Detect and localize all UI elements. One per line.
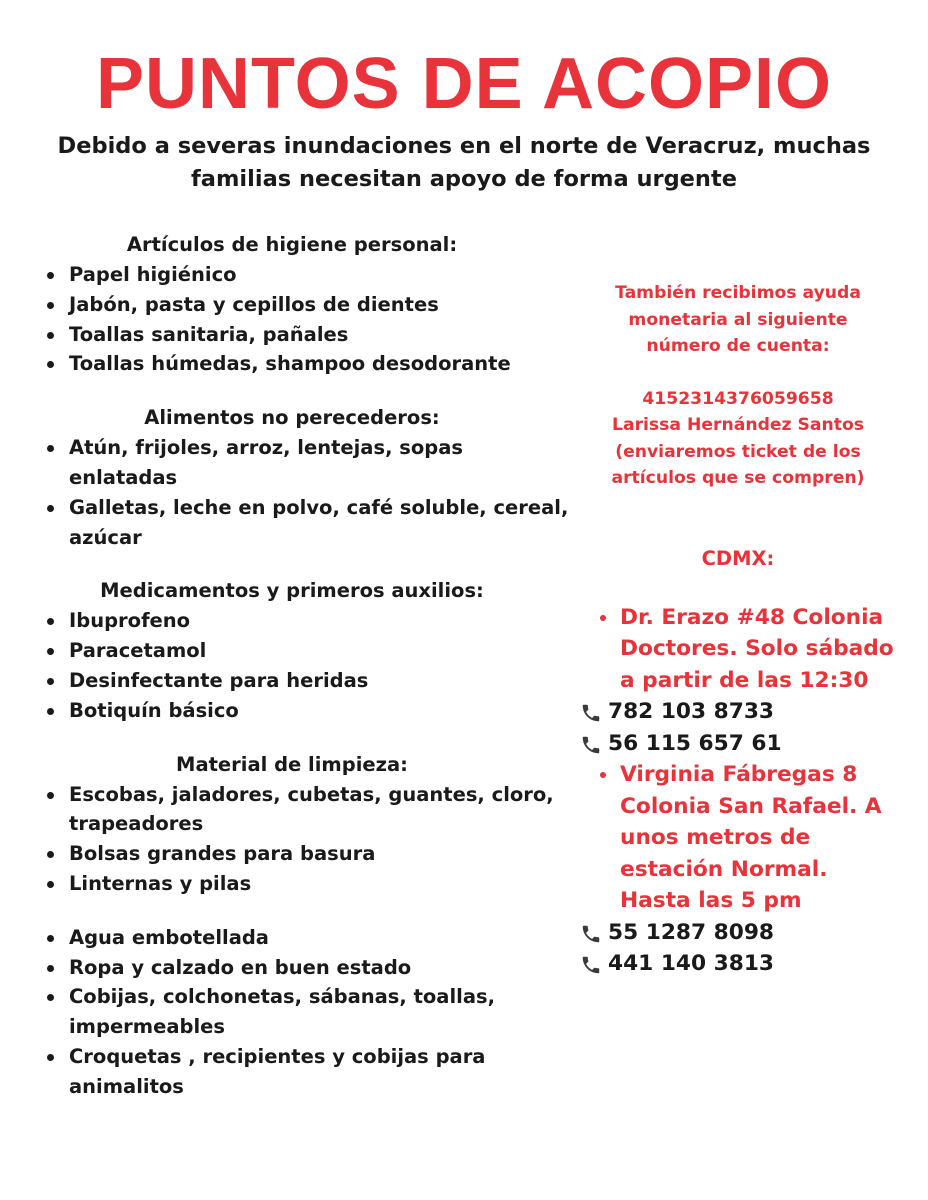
- location-2-line-2: Colonia San Rafael. A: [620, 793, 882, 819]
- section-hygiene: [42, 230, 582, 379]
- phone-icon: [580, 702, 602, 724]
- location-2-line-1: Virginia Fábregas 8: [620, 762, 858, 787]
- item-list: [42, 780, 582, 899]
- item-list: [42, 260, 582, 379]
- location-1-line-1: Dr. Erazo #48 Colonia: [620, 604, 884, 630]
- contact-column: [578, 280, 898, 980]
- section-heading: Material de limpieza:: [176, 752, 408, 776]
- item-list: [42, 923, 582, 1102]
- money-line-2: monetaria al siguiente: [628, 309, 848, 330]
- account-holder: Larissa Hernández Santos: [612, 415, 864, 435]
- list-item: Galletas, leche en polvo, café soluble, cereal, azúcar: [42, 493, 569, 553]
- list-item: Ibuprofeno: [42, 606, 582, 636]
- account-number: 4152314376059658: [642, 388, 834, 409]
- list-item: Bolsas grandes para basura: [42, 839, 582, 869]
- list-item: Croquetas , recipientes y cobijas para animalitos: [42, 1042, 509, 1102]
- location-1: [578, 602, 898, 697]
- page-title: PUNTOS DE ACOPIO: [95, 44, 833, 124]
- list-item: Escobas, jaladores, cubetas, guantes, cloro, trapeadores: [42, 780, 559, 840]
- list-item: Agua embotellada: [42, 923, 582, 953]
- phone-number: [578, 696, 898, 728]
- section-heading: Artículos de higiene personal:: [126, 233, 458, 256]
- page-subtitle: [40, 130, 888, 196]
- section-cleaning: [42, 750, 582, 899]
- list-item: Toallas sanitaria, pañales: [42, 320, 582, 350]
- list-item: Jabón, pasta y cepillos de dientes: [42, 290, 582, 320]
- cdmx-label: CDMX:: [701, 546, 775, 570]
- location-2-line-3: unos metros de: [620, 825, 811, 850]
- phone-text: 56 115 657 61: [608, 730, 782, 756]
- section-heading: Medicamentos y primeros auxilios:: [100, 579, 484, 603]
- list-item: Atún, frijoles, arroz, lentejas, sopas enlatadas: [42, 433, 499, 493]
- phone-icon: [580, 954, 602, 976]
- location-1-line-3: a partir de las 12:30: [620, 667, 869, 693]
- list-item: Paracetamol: [42, 636, 582, 666]
- list-item: Cobijas, colchonetas, sábanas, toallas, impermeables: [42, 982, 509, 1042]
- location-list: [578, 602, 898, 980]
- list-item: Papel higiénico: [42, 260, 582, 290]
- section-heading: Alimentos no perecederos:: [144, 406, 440, 430]
- list-item: Ropa y calzado en buen estado: [42, 953, 582, 983]
- list-item: Toallas húmedas, shampoo desodorante: [42, 349, 582, 379]
- location-2-line-4: estación Normal.: [620, 856, 828, 882]
- ticket-note-2: artículos que se compren): [611, 468, 865, 488]
- subtitle-line-2: familias necesitan apoyo de forma urgente: [191, 166, 737, 192]
- phone-number: [578, 728, 898, 760]
- phone-icon: [580, 923, 602, 945]
- phone-number: [578, 917, 898, 949]
- location-1-line-2: Doctores. Solo sábado: [620, 636, 894, 661]
- list-item: Botiquín básico: [42, 696, 582, 726]
- phone-text: 55 1287 8098: [608, 919, 775, 945]
- spacer: [578, 360, 898, 386]
- phone-icon: [580, 734, 602, 756]
- money-line-3: número de cuenta:: [646, 336, 830, 356]
- subtitle-line-1: Debido a severas inundaciones en el norte de Veracruz, muchas: [57, 133, 871, 159]
- item-list: [42, 606, 582, 725]
- section-other: [42, 923, 582, 1102]
- phone-text: 441 140 3813: [608, 951, 775, 976]
- donation-list: [42, 230, 582, 1126]
- monetary-donation: [578, 280, 898, 492]
- location-2: [578, 759, 898, 917]
- section-food: [42, 403, 582, 552]
- item-list: [42, 433, 582, 552]
- phone-number: [578, 948, 898, 980]
- list-item: Linternas y pilas: [42, 869, 582, 899]
- list-item: Desinfectante para heridas: [42, 666, 582, 696]
- ticket-note-1: (enviaremos ticket de los: [615, 441, 861, 462]
- section-medicine: [42, 576, 582, 725]
- money-line-1: También recibimos ayuda: [615, 283, 861, 303]
- location-2-line-5: Hasta las 5 pm: [620, 888, 802, 913]
- phone-text: 782 103 8733: [608, 699, 775, 724]
